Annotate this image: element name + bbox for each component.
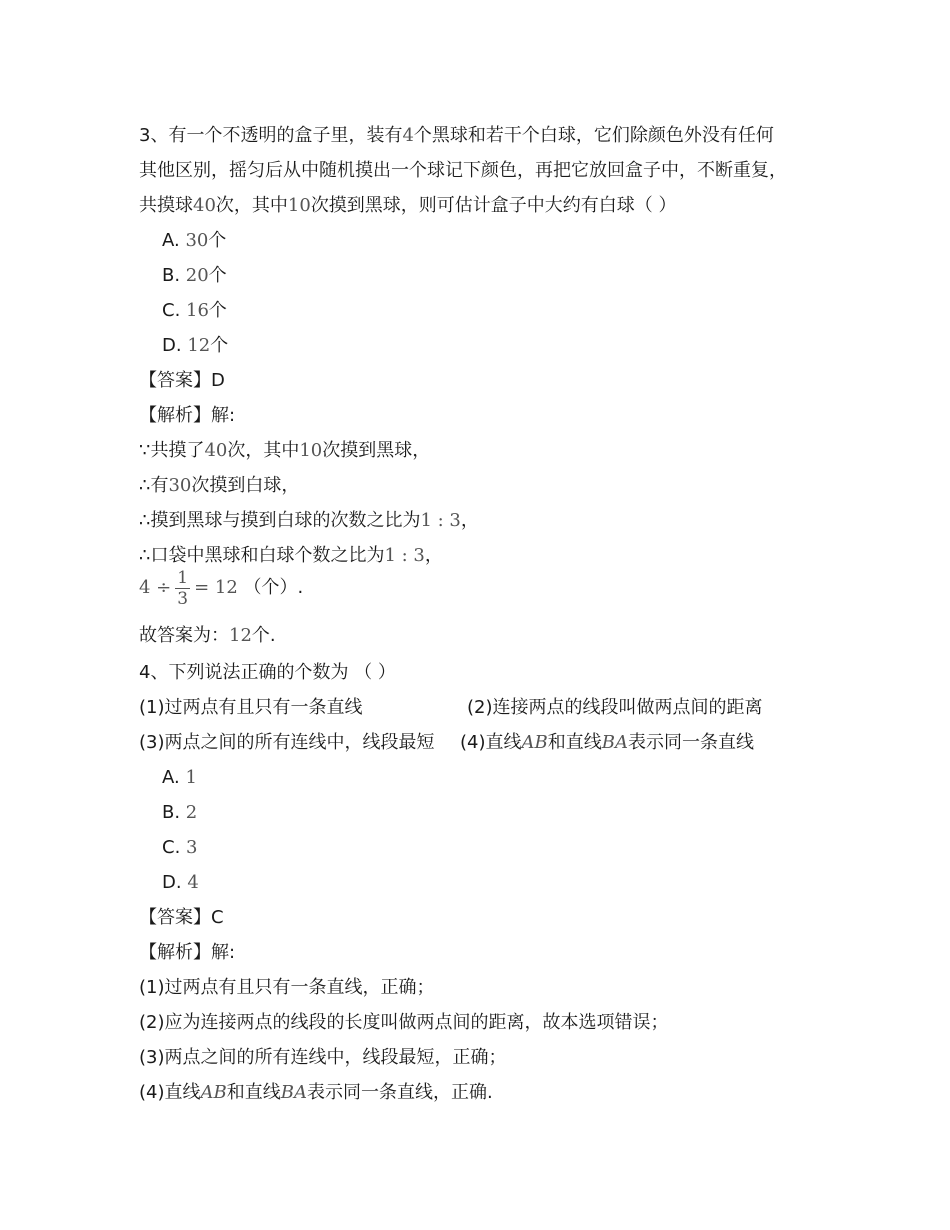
- q3-analysis-step1: ∵共摸了40次，其中10次摸到黑球，: [139, 440, 431, 461]
- q4-stem: 4、下列说法正确的个数为 （ ）: [139, 662, 396, 683]
- q3-analysis-label: 【解析】解:: [139, 405, 236, 426]
- q4-analysis-step4: (4)直线AB和直线BA表示同一条直线，正确.: [139, 1082, 493, 1103]
- q3-analysis-step2: ∴有30次摸到白球，: [139, 475, 300, 496]
- q3-option-c: C. 16个: [162, 300, 227, 321]
- q3-answer: 【答案】D: [139, 370, 225, 391]
- q3-analysis-step4: ∴口袋中黑球和白球个数之比为1 : 3，: [139, 545, 443, 566]
- q3-analysis-equation: 4 ÷ $\frac{1}{3}$ = 12 （个）.: [139, 567, 304, 609]
- q4-option-b: B. 2: [162, 802, 198, 823]
- q3-option-a: A. 30个: [162, 230, 227, 251]
- q4-option-d: D. 4: [162, 872, 199, 893]
- q3-stem-line2: 其他区别，摇匀后从中随机摸出一个球记下颜色，再把它放回盒子中，不断重复，: [139, 160, 787, 181]
- q4-option-a: A. 1: [162, 767, 197, 788]
- q3-final-answer: 故答案为：12个.: [139, 625, 276, 646]
- q4-analysis-step2: (2)应为连接两点的线段的长度叫做两点间的距离，故本选项错误；: [139, 1012, 669, 1033]
- q4-analysis-step3: (3)两点之间的所有连线中，线段最短，正确；: [139, 1047, 507, 1068]
- q4-statement-4: (4)直线AB和直线BA表示同一条直线: [460, 732, 754, 753]
- q3-analysis-step3: ∴摸到黑球与摸到白球的次数之比为1 : 3，: [139, 510, 479, 531]
- q3-stem-line1: 3、有一个不透明的盒子里，装有4个黑球和若干个白球，它们除颜色外没有任何: [139, 125, 774, 146]
- q3-option-d: D. 12个: [162, 335, 229, 356]
- q4-option-c: C. 3: [162, 837, 198, 858]
- q4-analysis-label: 【解析】解:: [139, 942, 236, 963]
- q3-option-b: B. 20个: [162, 265, 227, 286]
- q4-analysis-step1: (1)过两点有且只有一条直线，正确；: [139, 977, 435, 998]
- q4-statements-row2: (3)两点之间的所有连线中，线段最短 (4)直线AB和直线BA表示同一条直线: [139, 732, 754, 753]
- q4-statements-row1: (1)过两点有且只有一条直线 (2)连接两点的线段叫做两点间的距离: [139, 697, 763, 718]
- q4-answer: 【答案】C: [139, 907, 224, 928]
- fraction: $\frac{1}{3}$: [177, 567, 189, 609]
- q3-stem-line3: 共摸球40次，其中10次摸到黑球，则可估计盒子中大约有白球（ ）: [139, 195, 677, 216]
